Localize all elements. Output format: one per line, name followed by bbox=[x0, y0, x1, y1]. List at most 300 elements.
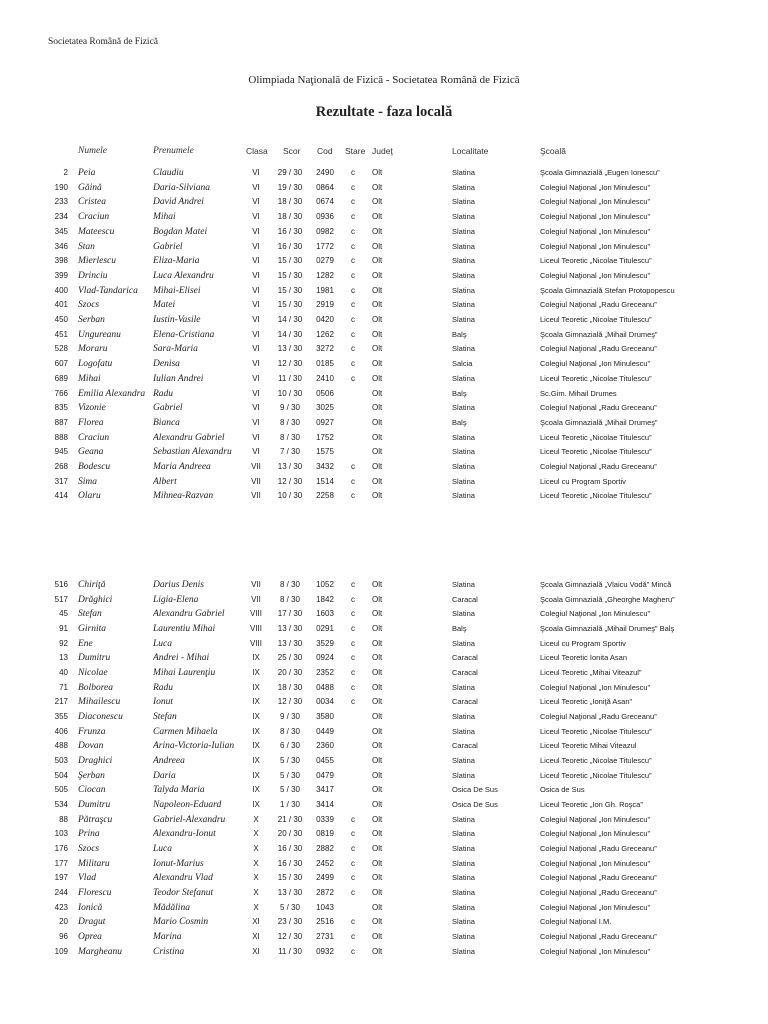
cell-scoala: Colegiul Naţional „Radu Greceanu” bbox=[540, 873, 657, 883]
cell-judet: Olt bbox=[372, 417, 383, 427]
table-row bbox=[0, 609, 768, 624]
cell-nume: Stan bbox=[78, 241, 95, 252]
cell-prenume: Cristina bbox=[153, 946, 185, 957]
cell-cod: 0479 bbox=[316, 770, 334, 780]
cell-clasa: X bbox=[253, 858, 259, 868]
cell-clasa: VI bbox=[252, 241, 260, 251]
cell-clasa: IX bbox=[252, 711, 260, 721]
cell-nume: Vlad bbox=[78, 873, 96, 884]
cell-localitate: Caracal bbox=[452, 594, 478, 604]
cell-scoala: Colegiul Naţional I.M. bbox=[540, 917, 612, 927]
cell-nume: Dragut bbox=[78, 917, 106, 928]
cell-cod: 1772 bbox=[316, 241, 334, 251]
cell-cod: 0449 bbox=[316, 726, 334, 736]
cell-prenume: Ionut-Marius bbox=[153, 858, 204, 869]
cell-judet: Olt bbox=[372, 667, 383, 677]
cell-scor: 20 / 30 bbox=[277, 667, 303, 677]
cell-localitate: Slatina bbox=[452, 755, 475, 765]
cell-prenume: Luca bbox=[153, 843, 172, 854]
cell-cod: 2731 bbox=[316, 931, 334, 941]
cell-nume: Vizonie bbox=[78, 403, 106, 414]
cell-cod: 0279 bbox=[316, 256, 334, 266]
cell-prenume: Alexandru Gabriel bbox=[153, 609, 225, 620]
cell-clasa: IX bbox=[252, 799, 260, 809]
cell-judet: Olt bbox=[372, 741, 383, 751]
cell-clasa: XI bbox=[252, 931, 260, 941]
cell-localitate: Balş bbox=[452, 623, 467, 633]
cell-scoala: Şcoala Gimnazială „Gheorghe Magheru” bbox=[540, 594, 675, 604]
cell-prenume: Alexandru Vlad bbox=[153, 873, 213, 884]
cell-judet: Olt bbox=[372, 755, 383, 765]
cell-scor: 13 / 30 bbox=[277, 344, 303, 354]
cell-localitate: Balş bbox=[452, 388, 467, 398]
cell-cod: 3417 bbox=[316, 785, 334, 795]
cell-cod: 0674 bbox=[316, 197, 334, 207]
cell-cod: 2490 bbox=[316, 168, 334, 177]
table-row bbox=[0, 815, 768, 830]
cell-clasa: VI bbox=[252, 300, 260, 310]
cell-judet: Olt bbox=[372, 256, 383, 266]
cell-clasa: X bbox=[253, 843, 259, 853]
cell-stare: c bbox=[351, 667, 355, 677]
cell-prenume: Andreea bbox=[153, 755, 185, 766]
cell-nr: 71 bbox=[59, 682, 68, 692]
cell-cod: 0339 bbox=[316, 814, 334, 824]
cell-prenume: Daria-Silviana bbox=[153, 182, 210, 193]
cell-nume: Craciun bbox=[78, 432, 110, 443]
cell-prenume: Talyda Maria bbox=[153, 785, 205, 796]
cell-scor: 8 / 30 bbox=[279, 594, 300, 604]
cell-clasa: VI bbox=[252, 344, 260, 354]
table-row bbox=[0, 580, 768, 595]
cell-cod: 1603 bbox=[316, 609, 334, 619]
column-headers bbox=[0, 146, 768, 158]
cell-localitate: Slatina bbox=[452, 197, 475, 207]
table-row bbox=[0, 785, 768, 800]
cell-nume: Pătraşcu bbox=[78, 814, 113, 825]
cell-stare: c bbox=[351, 829, 355, 839]
cell-scor: 16 / 30 bbox=[277, 843, 303, 853]
cell-scoala: Colegiul Naţional „Ion Minulescu” bbox=[540, 241, 651, 251]
cell-prenume: Ionut bbox=[153, 697, 174, 708]
cell-stare: c bbox=[351, 682, 355, 692]
cell-nume: Craciun bbox=[78, 212, 110, 223]
table-row bbox=[0, 389, 768, 404]
cell-cod: 3414 bbox=[316, 799, 334, 809]
cell-scoala: Colegiul Naţional „Ion Minulescu” bbox=[540, 829, 651, 839]
cell-localitate: Slatina bbox=[452, 462, 475, 471]
cell-cod: 2919 bbox=[316, 300, 334, 310]
cell-scor: 5 / 30 bbox=[279, 902, 300, 912]
table-row bbox=[0, 256, 768, 271]
cell-clasa: X bbox=[253, 902, 259, 912]
cell-scor: 5 / 30 bbox=[279, 755, 300, 765]
cell-nume: Militaru bbox=[78, 858, 110, 869]
cell-prenume: Luca Alexandru bbox=[153, 270, 214, 281]
cell-nume: Frunza bbox=[78, 726, 106, 737]
table-row bbox=[0, 697, 768, 712]
cell-stare: c bbox=[351, 697, 355, 707]
cell-cod: 0819 bbox=[316, 829, 334, 839]
cell-clasa: VI bbox=[252, 182, 260, 192]
cell-clasa: X bbox=[253, 887, 259, 897]
cell-scoala: Şcoala Gimnazială „Mihail Drumeş” Balş bbox=[540, 623, 675, 633]
cell-scoala: Liceul Teoretic „Nicolae Titulescu” bbox=[540, 726, 652, 736]
cell-nr: 451 bbox=[54, 329, 68, 339]
cell-scor: 1 / 30 bbox=[279, 799, 300, 809]
table-row bbox=[0, 286, 768, 301]
cell-localitate: Slatina bbox=[452, 432, 475, 442]
table-row bbox=[0, 344, 768, 359]
cell-scoala: Liceul cu Program Sportiv bbox=[540, 638, 626, 648]
cell-scoala: Colegiul Naţional „Ion Minulescu” bbox=[540, 359, 651, 369]
cell-scor: 7 / 30 bbox=[279, 447, 300, 457]
cell-clasa: VI bbox=[252, 432, 260, 442]
cell-nr: 400 bbox=[54, 285, 68, 295]
cell-nume: Emilia Alexandra bbox=[78, 388, 146, 399]
cell-scoala: Colegiul Naţional „Ion Minulescu” bbox=[540, 182, 651, 192]
cell-nr: 528 bbox=[54, 344, 68, 354]
cell-clasa: VI bbox=[252, 417, 260, 427]
cell-localitate: Balş bbox=[452, 417, 467, 427]
cell-scoala: Sc.Gim. Mihail Drumes bbox=[540, 388, 617, 398]
cell-localitate: Slatina bbox=[452, 682, 475, 692]
cell-judet: Olt bbox=[372, 858, 383, 868]
cell-cod: 3025 bbox=[316, 403, 334, 413]
cell-stare: c bbox=[351, 653, 355, 663]
cell-cod: 2452 bbox=[316, 858, 334, 868]
cell-clasa: VIII bbox=[249, 623, 262, 633]
cell-cod: 0034 bbox=[316, 697, 334, 707]
cell-nr: 423 bbox=[54, 902, 68, 912]
cell-cod: 3272 bbox=[316, 344, 334, 354]
cell-nr: 177 bbox=[54, 858, 68, 868]
cell-stare: c bbox=[351, 931, 355, 941]
cell-nume: Bodescu bbox=[78, 462, 111, 472]
cell-nume: Drinciu bbox=[78, 270, 108, 281]
cell-prenume: Laurentiu Mihai bbox=[153, 623, 216, 634]
cell-stare: c bbox=[351, 946, 355, 956]
cell-localitate: Osica De Sus bbox=[452, 799, 498, 809]
cell-judet: Olt bbox=[372, 814, 383, 824]
cell-prenume: Iulian Andrei bbox=[153, 373, 204, 384]
cell-scoala: Liceul Teoretic „Nicolae Titulescu” bbox=[540, 491, 652, 501]
table-row bbox=[0, 168, 768, 183]
cell-clasa: VI bbox=[252, 403, 260, 413]
cell-clasa: IX bbox=[252, 697, 260, 707]
cell-judet: Olt bbox=[372, 902, 383, 912]
cell-nume: Margheanu bbox=[78, 946, 122, 957]
table-row bbox=[0, 183, 768, 198]
cell-cod: 2410 bbox=[316, 373, 334, 383]
cell-nr: 40 bbox=[59, 667, 68, 677]
cell-localitate: Slatina bbox=[452, 609, 475, 619]
cell-scor: 29 / 30 bbox=[277, 168, 303, 177]
cell-scor: 25 / 30 bbox=[277, 653, 303, 663]
cell-judet: Olt bbox=[372, 609, 383, 619]
cell-scor: 14 / 30 bbox=[277, 329, 303, 339]
cell-scoala: Colegiul Naţional „Radu Greceanu” bbox=[540, 843, 657, 853]
cell-cod: 0291 bbox=[316, 623, 334, 633]
cell-prenume: Matei bbox=[153, 300, 176, 311]
cell-nr: 317 bbox=[54, 476, 68, 486]
cell-judet: Olt bbox=[372, 182, 383, 192]
cell-nume: Găină bbox=[78, 182, 102, 193]
cell-cod: 1752 bbox=[316, 432, 334, 442]
table-row bbox=[0, 639, 768, 654]
cell-scoala: Colegiul Naţional „Ion Minulescu” bbox=[540, 814, 651, 824]
cell-clasa: X bbox=[253, 814, 259, 824]
table-row bbox=[0, 300, 768, 315]
cell-nr: 244 bbox=[54, 887, 68, 897]
cell-scoala: Colegiul Naţional „Radu Greceanu” bbox=[540, 300, 657, 310]
cell-prenume: Maria Andreea bbox=[153, 462, 211, 472]
cell-judet: Olt bbox=[372, 829, 383, 839]
cell-scoala: Colegiul Naţional „Ion Minulescu” bbox=[540, 212, 651, 222]
table-row bbox=[0, 683, 768, 698]
cell-cod: 2872 bbox=[316, 887, 334, 897]
cell-judet: Olt bbox=[372, 917, 383, 927]
cell-clasa: VI bbox=[252, 359, 260, 369]
table-row bbox=[0, 595, 768, 610]
cell-nr: 505 bbox=[54, 785, 68, 795]
cell-judet: Olt bbox=[372, 270, 383, 280]
cell-nume: Ene bbox=[78, 638, 93, 649]
table-row bbox=[0, 433, 768, 448]
cell-judet: Olt bbox=[372, 403, 383, 413]
header-clasa: Clasa bbox=[246, 146, 268, 156]
cell-prenume: Elena-Cristiana bbox=[153, 329, 215, 340]
cell-prenume: Bogdan Matei bbox=[153, 226, 208, 237]
cell-nr: 516 bbox=[54, 580, 68, 589]
cell-localitate: Balş bbox=[452, 329, 467, 339]
cell-judet: Olt bbox=[372, 946, 383, 956]
cell-nr: 401 bbox=[54, 300, 68, 310]
cell-scor: 8 / 30 bbox=[279, 580, 300, 589]
cell-scor: 16 / 30 bbox=[277, 858, 303, 868]
cell-nr: 268 bbox=[54, 462, 68, 471]
cell-scor: 13 / 30 bbox=[277, 887, 303, 897]
cell-stare: c bbox=[351, 476, 355, 486]
cell-prenume: Sara-Maria bbox=[153, 344, 198, 355]
cell-stare: c bbox=[351, 873, 355, 883]
cell-nume: Şerban bbox=[78, 770, 105, 781]
cell-nr: 945 bbox=[54, 447, 68, 457]
cell-judet: Olt bbox=[372, 697, 383, 707]
cell-nr: 92 bbox=[59, 638, 68, 648]
cell-scoala: Liceul Teoretic „Nicolae Titulescu” bbox=[540, 755, 652, 765]
cell-nr: 20 bbox=[59, 917, 68, 927]
cell-cod: 2258 bbox=[316, 491, 334, 501]
cell-stare: c bbox=[351, 623, 355, 633]
cell-judet: Olt bbox=[372, 726, 383, 736]
cell-clasa: VI bbox=[252, 285, 260, 295]
cell-clasa: VII bbox=[251, 476, 261, 486]
cell-prenume: Gabriel-Alexandru bbox=[153, 814, 226, 825]
cell-judet: Olt bbox=[372, 329, 383, 339]
cell-scor: 10 / 30 bbox=[277, 491, 303, 501]
cell-scor: 15 / 30 bbox=[277, 873, 303, 883]
table-row bbox=[0, 462, 768, 477]
cell-stare: c bbox=[351, 168, 355, 177]
cell-localitate: Slatina bbox=[452, 212, 475, 222]
cell-scor: 5 / 30 bbox=[279, 770, 300, 780]
cell-nume: Szocs bbox=[78, 843, 100, 854]
cell-cod: 1043 bbox=[316, 902, 334, 912]
header-cod: Cod bbox=[317, 146, 333, 156]
document-subtitle: Rezultate - faza locală bbox=[315, 104, 453, 120]
table-row bbox=[0, 212, 768, 227]
table-row bbox=[0, 888, 768, 903]
cell-scor: 23 / 30 bbox=[277, 917, 303, 927]
cell-nr: 197 bbox=[54, 873, 68, 883]
header-prenume: Prenumele bbox=[153, 146, 194, 156]
cell-localitate: Slatina bbox=[452, 887, 475, 897]
cell-clasa: VI bbox=[252, 212, 260, 222]
cell-nume: Ungureanu bbox=[78, 329, 121, 340]
table-row bbox=[0, 727, 768, 742]
cell-judet: Olt bbox=[372, 873, 383, 883]
cell-scor: 18 / 30 bbox=[277, 682, 303, 692]
cell-nume: Moraru bbox=[78, 344, 108, 355]
cell-judet: Olt bbox=[372, 285, 383, 295]
cell-clasa: IX bbox=[252, 653, 260, 663]
cell-stare: c bbox=[351, 241, 355, 251]
table-row bbox=[0, 403, 768, 418]
cell-prenume: Arina-Victoria-Iulian bbox=[153, 741, 235, 752]
cell-nr: 689 bbox=[54, 373, 68, 383]
cell-judet: Olt bbox=[372, 770, 383, 780]
cell-nume: Serban bbox=[78, 315, 105, 325]
cell-localitate: Caracal bbox=[452, 667, 478, 677]
cell-localitate: Slatina bbox=[452, 829, 475, 839]
cell-stare: c bbox=[351, 359, 355, 369]
cell-localitate: Caracal bbox=[452, 653, 478, 663]
cell-stare: c bbox=[351, 609, 355, 619]
cell-scor: 19 / 30 bbox=[277, 182, 303, 192]
cell-localitate: Slatina bbox=[452, 843, 475, 853]
cell-judet: Olt bbox=[372, 168, 383, 177]
cell-cod: 0936 bbox=[316, 212, 334, 222]
cell-cod: 0506 bbox=[316, 388, 334, 398]
cell-cod: 0488 bbox=[316, 682, 334, 692]
cell-scoala: Colegiul Naţional „Radu Greceanu” bbox=[540, 887, 657, 897]
cell-nr: 176 bbox=[54, 843, 68, 853]
cell-clasa: XI bbox=[252, 946, 260, 956]
cell-judet: Olt bbox=[372, 653, 383, 663]
cell-stare: c bbox=[351, 197, 355, 207]
cell-localitate: Slatina bbox=[452, 917, 475, 927]
table-row bbox=[0, 903, 768, 918]
cell-nume: Chiriţă bbox=[78, 580, 106, 590]
cell-localitate: Slatina bbox=[452, 814, 475, 824]
cell-nume: Geana bbox=[78, 447, 104, 458]
cell-judet: Olt bbox=[372, 623, 383, 633]
cell-localitate: Slatina bbox=[452, 638, 475, 648]
header-nume: Numele bbox=[78, 146, 108, 156]
cell-scor: 18 / 30 bbox=[277, 197, 303, 207]
cell-nume: Dovan bbox=[78, 741, 104, 752]
cell-stare: c bbox=[351, 300, 355, 310]
table-row bbox=[0, 844, 768, 859]
cell-scoala: Liceul Teoretic „Nicolae Titulescu” bbox=[540, 256, 652, 266]
cell-nr: 346 bbox=[54, 241, 68, 251]
table-row bbox=[0, 227, 768, 242]
cell-scoala: Colegiul Naţional „Ion Minulescu” bbox=[540, 197, 651, 207]
cell-scor: 13 / 30 bbox=[277, 462, 303, 471]
cell-nr: 607 bbox=[54, 359, 68, 369]
cell-nume: Prina bbox=[78, 829, 100, 840]
cell-scoala: Liceul cu Program Sportiv bbox=[540, 476, 626, 486]
table-row bbox=[0, 271, 768, 286]
cell-scor: 15 / 30 bbox=[277, 285, 303, 295]
table-row bbox=[0, 756, 768, 771]
cell-nume: Nicolae bbox=[78, 667, 108, 678]
cell-localitate: Slatina bbox=[452, 476, 475, 486]
cell-scoala: Osica de Sus bbox=[540, 785, 585, 795]
cell-localitate: Slatina bbox=[452, 491, 475, 501]
cell-clasa: VI bbox=[252, 270, 260, 280]
table-row bbox=[0, 197, 768, 212]
cell-judet: Olt bbox=[372, 931, 383, 941]
cell-nr: 13 bbox=[59, 653, 68, 663]
cell-nume: Sima bbox=[78, 476, 97, 487]
table-row bbox=[0, 477, 768, 492]
cell-cod: 0927 bbox=[316, 417, 334, 427]
table-row bbox=[0, 491, 768, 506]
cell-judet: Olt bbox=[372, 711, 383, 721]
cell-localitate: Caracal bbox=[452, 697, 478, 707]
cell-stare: c bbox=[351, 594, 355, 604]
cell-prenume: Iustin-Vasile bbox=[153, 315, 201, 325]
cell-scoala: Şcoala Gimnazială „Eugen Ionescu” bbox=[540, 168, 660, 177]
cell-nr: 517 bbox=[54, 594, 68, 604]
cell-judet: Olt bbox=[372, 432, 383, 442]
cell-clasa: IX bbox=[252, 785, 260, 795]
cell-prenume: Denisa bbox=[153, 359, 180, 370]
cell-nr: 234 bbox=[54, 212, 68, 222]
cell-nume: Oprea bbox=[78, 931, 102, 942]
cell-judet: Olt bbox=[372, 388, 383, 398]
cell-localitate: Slatina bbox=[452, 858, 475, 868]
cell-nume: Girnita bbox=[78, 623, 106, 634]
cell-scor: 17 / 30 bbox=[277, 609, 303, 619]
cell-nume: Florea bbox=[78, 417, 104, 428]
cell-prenume: Napoleon-Eduard bbox=[153, 799, 222, 810]
cell-nr: 399 bbox=[54, 270, 68, 280]
cell-prenume: Albert bbox=[153, 476, 177, 487]
cell-scor: 9 / 30 bbox=[279, 403, 300, 413]
cell-scoala: Colegiul Naţional „Radu Greceanu” bbox=[540, 931, 657, 941]
cell-scor: 13 / 30 bbox=[277, 623, 303, 633]
cell-localitate: Caracal bbox=[452, 741, 478, 751]
cell-clasa: IX bbox=[252, 741, 260, 751]
cell-stare: c bbox=[351, 182, 355, 192]
table-row bbox=[0, 859, 768, 874]
cell-localitate: Slatina bbox=[452, 256, 475, 266]
table-row bbox=[0, 800, 768, 815]
cell-scor: 20 / 30 bbox=[277, 829, 303, 839]
cell-prenume: Marina bbox=[153, 931, 182, 942]
cell-clasa: VII bbox=[251, 594, 261, 604]
cell-clasa: VII bbox=[251, 491, 261, 501]
cell-nume: Florescu bbox=[78, 887, 112, 898]
cell-scor: 12 / 30 bbox=[277, 697, 303, 707]
cell-prenume: Mihnea-Razvan bbox=[153, 491, 214, 502]
cell-localitate: Osica De Sus bbox=[452, 785, 498, 795]
cell-localitate: Slatina bbox=[452, 711, 475, 721]
cell-scoala: Liceul Teoretic „Nicolae Titulescu” bbox=[540, 432, 652, 442]
